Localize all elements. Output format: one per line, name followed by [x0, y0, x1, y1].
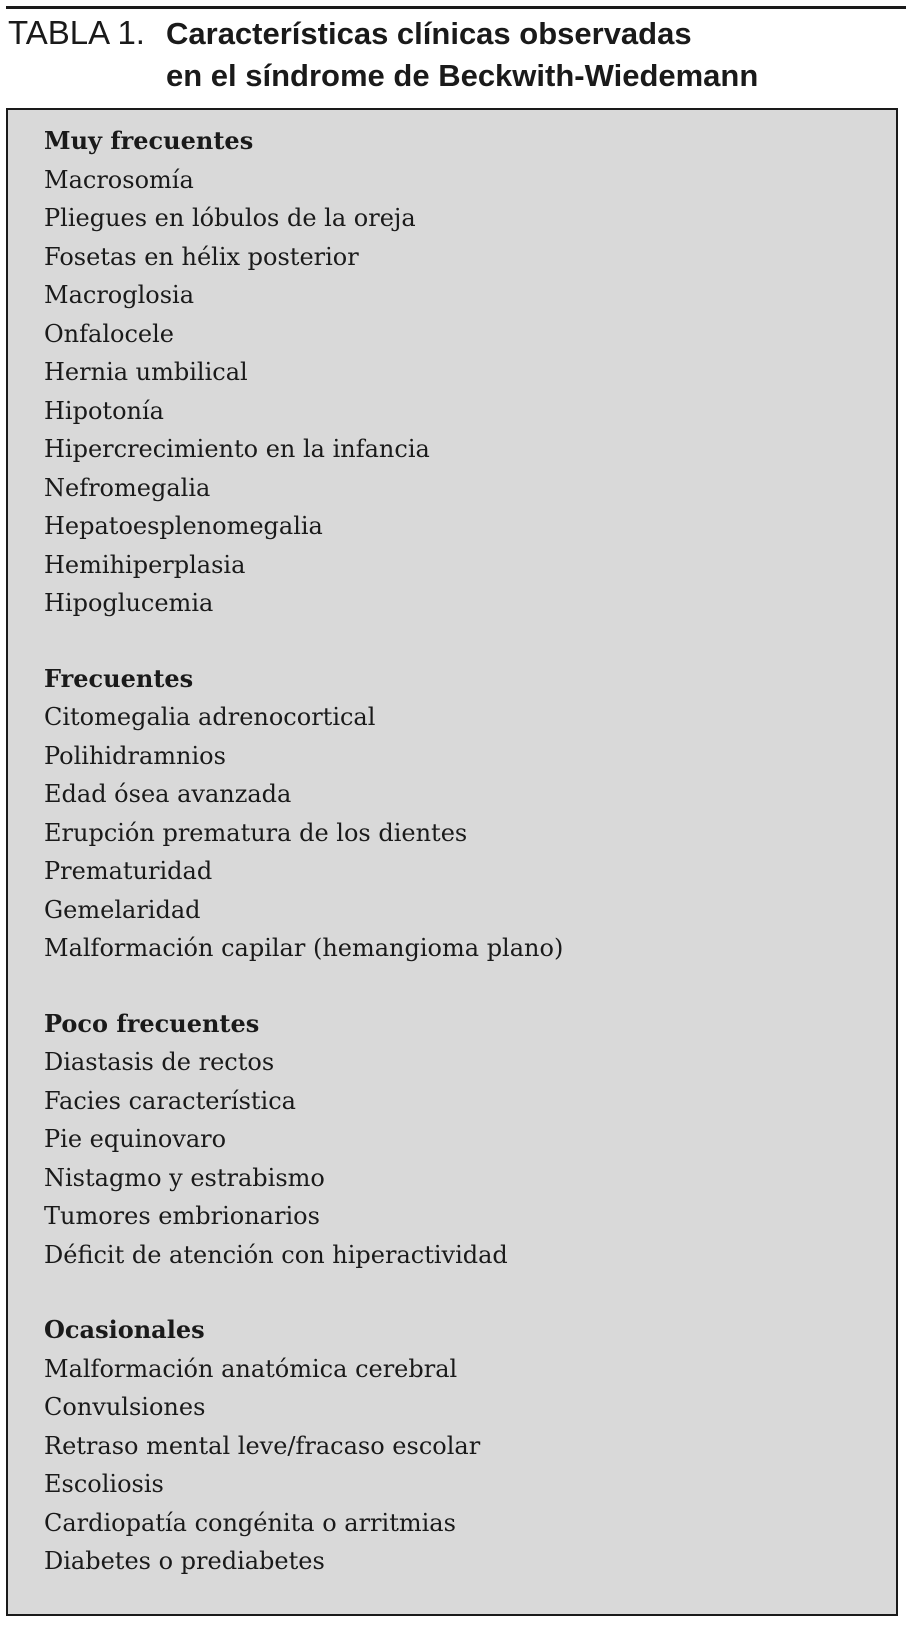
list-item: Cardiopatía congénita o arritmias [44, 1508, 456, 1537]
list-item: Diastasis de rectos [44, 1048, 275, 1076]
list-item: Retraso mental leve/fracaso escolar [44, 1431, 481, 1460]
list-item: Malformación anatómica cerebral [44, 1354, 458, 1383]
list-item: Déficit de atención con hiperactividad [44, 1240, 508, 1269]
list-item: Hipotonía [44, 396, 164, 425]
table-box [6, 108, 898, 1616]
list-item: Nistagmo y estrabismo [44, 1163, 325, 1192]
list-item: Hipoglucemia [44, 589, 214, 617]
section-title: Poco frecuentes [44, 1008, 260, 1038]
caption-line-1 [8, 14, 898, 58]
list-item: Citomegalia adrenocortical [44, 703, 376, 731]
list-item: Onfalocele [44, 319, 174, 348]
table-title-line-1: Características clínicas observadas [166, 16, 692, 51]
list-item: Diabetes o prediabetes [44, 1547, 325, 1575]
list-item: Fosetas en hélix posterior [44, 242, 359, 271]
caption-line-2 [8, 58, 898, 102]
list-item: Polihidramnios [44, 741, 226, 770]
list-item: Hernia umbilical [44, 358, 248, 386]
table-label: TABLA 1. [8, 14, 145, 51]
list-item: Escoliosis [44, 1470, 164, 1498]
top-rule [6, 6, 906, 9]
list-item: Nefromegalia [44, 473, 211, 502]
section-title: Ocasionales [44, 1315, 205, 1344]
list-item: Hipercrecimiento en la infancia [44, 435, 430, 463]
section-muy-frecuentes [44, 122, 876, 623]
list-item: Edad ósea avanzada [44, 780, 292, 808]
list-item: Macrosomía [44, 165, 194, 194]
section-frecuentes [44, 660, 876, 968]
list-item: Prematuridad [44, 857, 213, 885]
section-title: Frecuentes [44, 663, 194, 693]
list-item: Erupción prematura de los dientes [44, 818, 468, 847]
section-title: Muy frecuentes [44, 126, 254, 155]
list-item: Macroglosia [44, 281, 195, 309]
table-content [44, 122, 876, 1618]
list-item: Pliegues en lóbulos de la oreja [44, 204, 416, 232]
list-item: Hemihiperplasia [44, 550, 246, 579]
table-caption [8, 14, 898, 102]
table-title-line-2: en el síndrome de Beckwith-Wiedemann [166, 58, 759, 93]
list-item: Gemelaridad [44, 895, 201, 924]
list-item: Convulsiones [44, 1393, 206, 1421]
list-item: Pie equinovaro [44, 1125, 227, 1153]
list-item: Malformación capilar (hemangioma plano) [44, 934, 564, 962]
section-ocasionales [44, 1311, 876, 1581]
section-poco-frecuentes [44, 1005, 876, 1275]
list-item: Hepatoesplenomegalia [44, 512, 323, 540]
list-item: Tumores embrionarios [44, 1202, 320, 1230]
list-item: Facies característica [44, 1086, 296, 1115]
